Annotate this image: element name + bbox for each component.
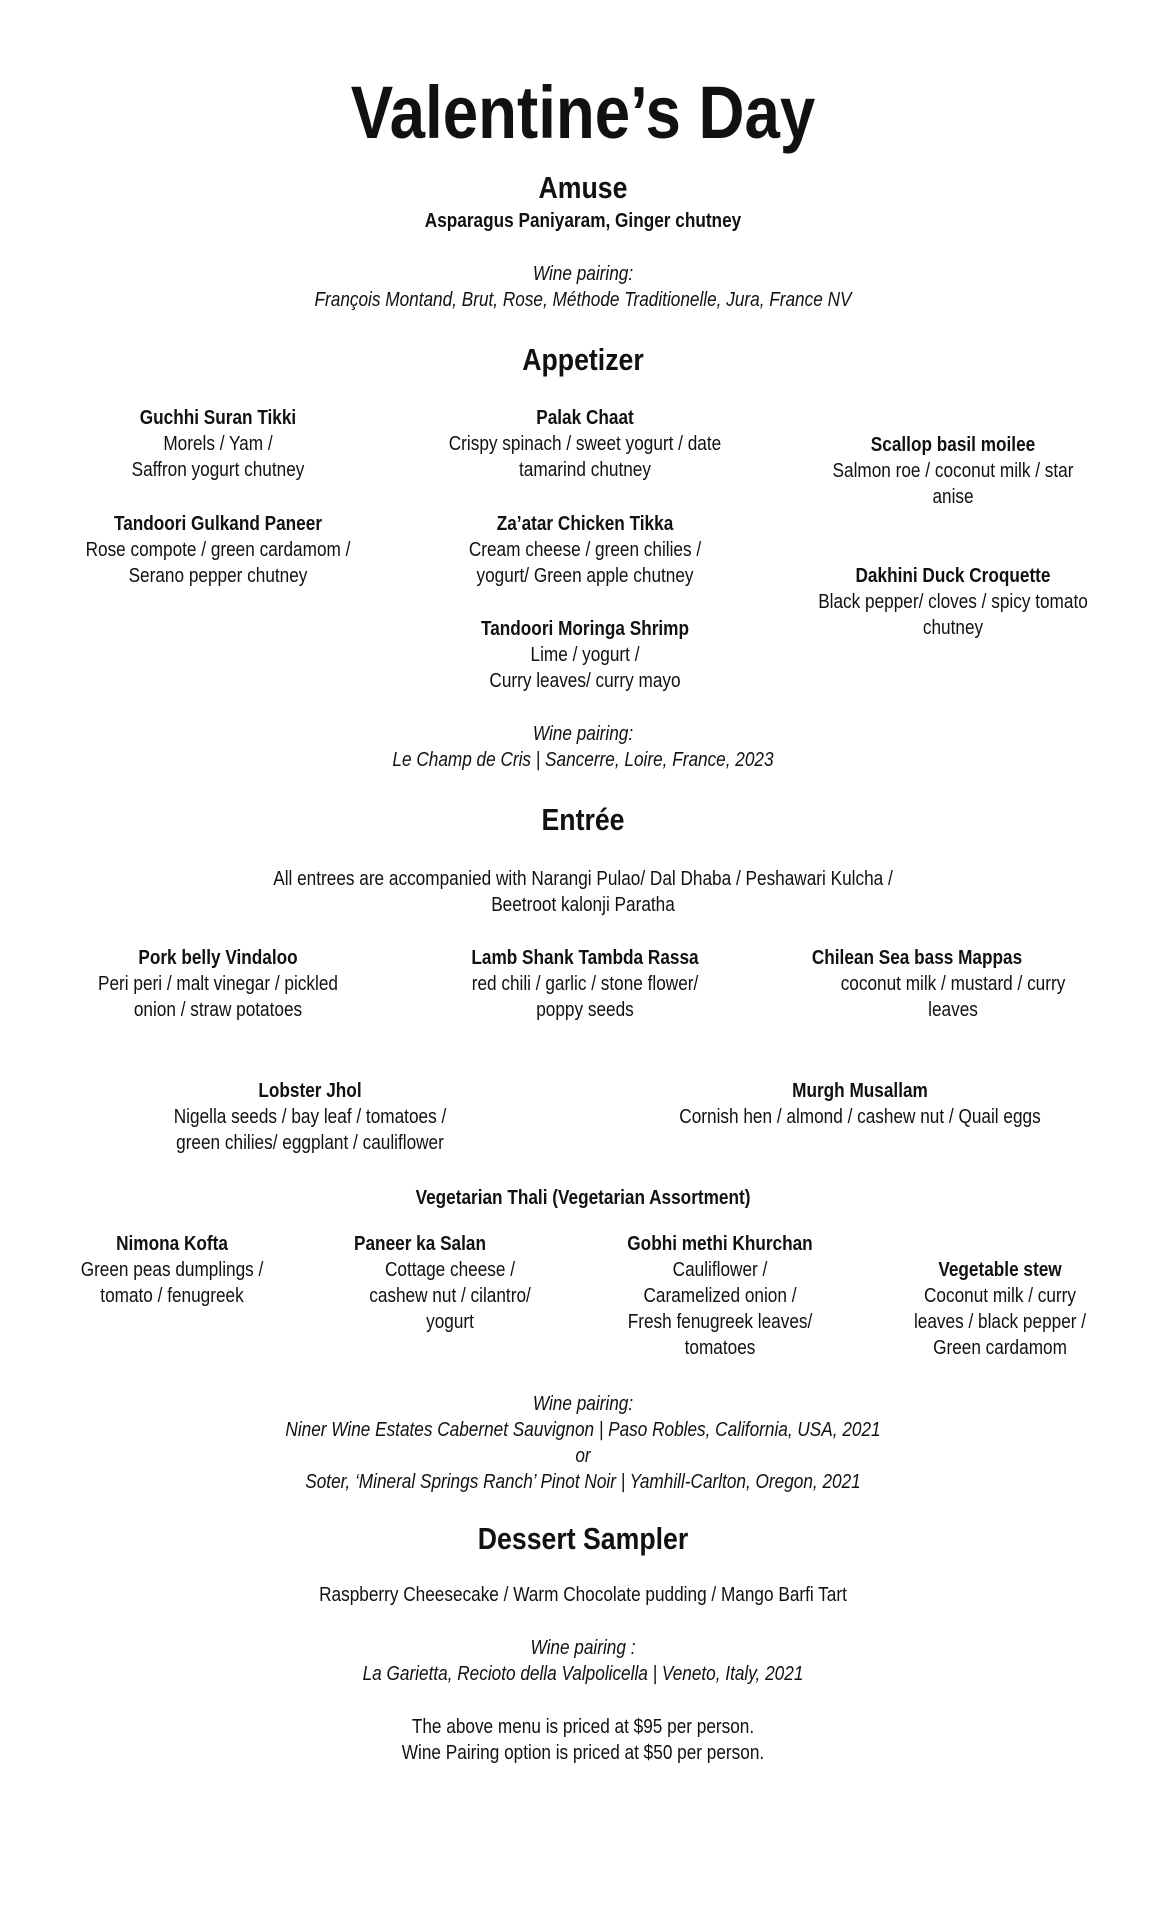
- dish-desc: Cornish hen / almond / cashew nut / Quail eggs: [679, 1106, 1041, 1128]
- amuse-wine-label: Wine pairing:: [532, 263, 634, 285]
- dish-desc: Fresh fenugreek leaves/: [627, 1311, 813, 1333]
- entree-heading: Entrée: [541, 802, 625, 837]
- appetizer-heading: Appetizer: [522, 342, 644, 377]
- dish-desc: coconut milk / mustard / curry: [840, 973, 1066, 995]
- dessert-wine-label: Wine pairing :: [530, 1637, 636, 1659]
- dish-name: Tandoori Gulkand Paneer: [113, 513, 323, 535]
- entree-wine-label: Wine pairing:: [532, 1393, 634, 1415]
- dish-desc: Rose compote / green cardamom /: [85, 539, 351, 561]
- dish-desc: yogurt: [426, 1311, 474, 1333]
- thali-heading: Vegetarian Thali (Vegetarian Assortment): [415, 1187, 751, 1209]
- menu-item: [620, 1078, 1100, 1130]
- wine-price: Wine Pairing option is priced at $50 per person.: [401, 1742, 765, 1764]
- dish-desc: Curry leaves/ curry mayo: [489, 670, 681, 692]
- dish-desc: Green peas dumplings /: [80, 1259, 264, 1281]
- dish-desc: cashew nut / cilantro/: [369, 1285, 531, 1307]
- dish-desc: poppy seeds: [536, 999, 634, 1021]
- menu-item: [600, 1231, 840, 1361]
- dish-desc: Crispy spinach / sweet yogurt / date: [448, 433, 722, 455]
- dish-name: Palak Chaat: [536, 407, 634, 429]
- dish-name: Dakhini Duck Croquette: [855, 565, 1051, 587]
- menu-item: [415, 616, 755, 694]
- dish-name: Za’atar Chicken Tikka: [496, 513, 674, 535]
- dish-desc: Cauliflower /: [672, 1259, 768, 1281]
- entree-note: Beetroot kalonji Paratha: [491, 894, 675, 916]
- dish-desc: yogurt/ Green apple chutney: [476, 565, 694, 587]
- menu-item: [783, 432, 1123, 510]
- amuse-heading: Amuse: [538, 170, 628, 205]
- dish-name: Paneer ka Salan: [354, 1233, 486, 1255]
- menu-item: [48, 405, 388, 483]
- entree-wine-2: Soter, ‘Mineral Springs Ranch’ Pinot Noir | Yamhill-Carlton, Oregon, 2021: [305, 1471, 861, 1493]
- dish-desc: Peri peri / malt vinegar / pickled: [98, 973, 338, 995]
- dish-desc: Caramelized onion /: [643, 1285, 797, 1307]
- dish-desc: leaves: [928, 999, 978, 1021]
- dish-desc: green chilies/ eggplant / cauliflower: [176, 1132, 444, 1154]
- amuse-wine: François Montand, Brut, Rose, Méthode Traditionelle, Jura, France NV: [314, 289, 852, 311]
- appetizer-wine: Le Champ de Cris | Sancerre, Loire, France, 2023: [392, 749, 774, 771]
- dish-desc: chutney: [922, 617, 984, 639]
- dish-desc: red chili / garlic / stone flower/: [471, 973, 699, 995]
- dish-name: Chilean Sea bass Mappas: [811, 947, 1023, 969]
- entree-wine-1: Niner Wine Estates Cabernet Sauvignon | Paso Robles, California, USA, 2021: [285, 1419, 881, 1441]
- dish-name: Murgh Musallam: [792, 1080, 928, 1102]
- dish-name: Lobster Jhol: [258, 1080, 362, 1102]
- dish-name: Tandoori Moringa Shrimp: [480, 618, 689, 640]
- menu-item: [415, 945, 755, 1023]
- dish-desc: Serano pepper chutney: [128, 565, 308, 587]
- page-title: Valentine’s Day: [350, 71, 816, 154]
- dish-name: Nimona Kofta: [116, 1233, 228, 1255]
- menu-item: [52, 1231, 292, 1309]
- dish-desc: leaves / black pepper /: [913, 1311, 1087, 1333]
- dish-desc: tomatoes: [684, 1337, 756, 1359]
- amuse-dish: Asparagus Paniyaram, Ginger chutney: [424, 210, 742, 232]
- dish-desc: onion / straw potatoes: [133, 999, 303, 1021]
- dish-desc: Nigella seeds / bay leaf / tomatoes /: [173, 1106, 447, 1128]
- dish-name: Guchhi Suran Tikki: [139, 407, 297, 429]
- dish-desc: Saffron yogurt chutney: [131, 459, 305, 481]
- menu-item: [320, 1231, 580, 1335]
- dish-desc: Green cardamom: [933, 1337, 1067, 1359]
- menu-item: [880, 1257, 1120, 1361]
- dessert-heading: Dessert Sampler: [477, 1521, 689, 1556]
- dish-name: Lamb Shank Tambda Rassa: [471, 947, 699, 969]
- dish-desc: Black pepper/ cloves / spicy tomato: [818, 591, 1088, 613]
- dish-desc: Cream cheese / green chilies /: [468, 539, 702, 561]
- dessert-dish: Raspberry Cheesecake / Warm Chocolate pudding / Mango Barfi Tart: [319, 1584, 847, 1606]
- appetizer-wine-label: Wine pairing:: [532, 723, 634, 745]
- menu-item: [415, 511, 755, 589]
- menu-price: The above menu is priced at $95 per person.: [411, 1716, 755, 1738]
- dish-desc: Salmon roe / coconut milk / star: [832, 460, 1074, 482]
- menu-item: [48, 511, 388, 589]
- entree-wine-or: or: [575, 1445, 591, 1467]
- dish-desc: tomato / fenugreek: [100, 1285, 244, 1307]
- entree-note: All entrees are accompanied with Narangi Pulao/ Dal Dhaba / Peshawari Kulcha /: [273, 868, 893, 890]
- dish-desc: Cottage cheese /: [384, 1259, 516, 1281]
- menu-item: [110, 1078, 510, 1156]
- dish-desc: Coconut milk / curry: [924, 1285, 1076, 1307]
- dish-name: Scallop basil moilee: [870, 434, 1036, 456]
- menu-item: [48, 945, 388, 1023]
- menu-item: [415, 405, 755, 483]
- dish-name: Gobhi methi Khurchan: [627, 1233, 813, 1255]
- menu-item: [783, 563, 1123, 641]
- menu-item: [783, 945, 1123, 1023]
- dish-desc: anise: [932, 486, 974, 508]
- dish-name: Vegetable stew: [938, 1259, 1062, 1281]
- dish-desc: Morels / Yam /: [163, 433, 273, 455]
- dish-name: Pork belly Vindaloo: [138, 947, 298, 969]
- dessert-wine: La Garietta, Recioto della Valpolicella | Veneto, Italy, 2021: [362, 1663, 804, 1685]
- dish-desc: Lime / yogurt /: [530, 644, 640, 666]
- dish-desc: tamarind chutney: [519, 459, 651, 481]
